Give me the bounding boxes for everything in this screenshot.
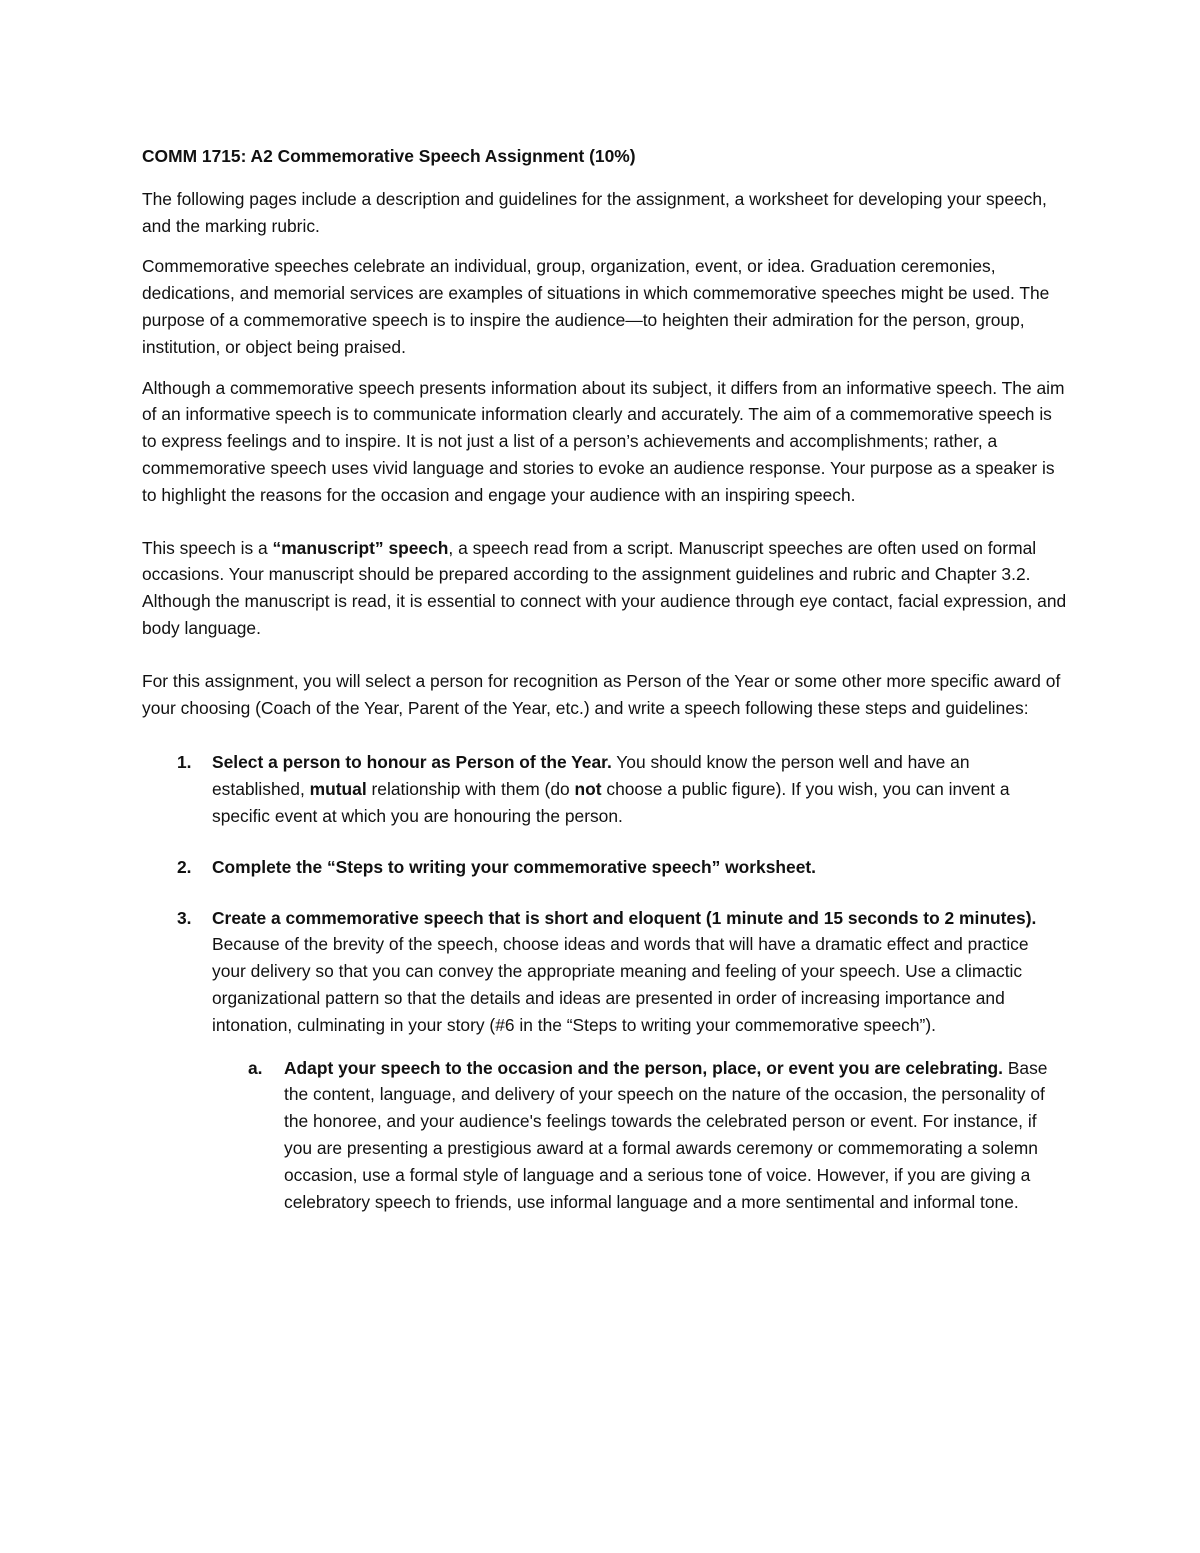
step-number: 1. (177, 752, 192, 773)
steps-list (142, 749, 1067, 1215)
step-text: Because of the brevity of the speech, choose ideas and words that will have a dramatic effect and practice your delivery so that you can convey the appropriate meaning and feeling of your speech. Use a climactic organizational pattern so that the details and ideas are presented in order of increasing importance and intonation, culminating in your story (#6 in the “Steps to writing your commemorative speech”). (212, 934, 1029, 1035)
assignment-paragraph: For this assignment, you will select a person for recognition as Person of the Year or some other more specific award of your choosing (Coach of the Year, Parent of the Year, etc.) and write a speech following these steps and guidelines: (142, 670, 1061, 718)
manuscript-lead: This speech is a (142, 537, 273, 558)
substep-letter: a. (248, 1057, 263, 1078)
step-emphasis: not (574, 779, 602, 800)
manuscript-rest: , a speech read from a script. Manuscript speeches are often used on formal occasions. Your manuscript should be prepared according to the assignment guidelines and rubric and Chapter 3.2. Although the manuscript is read, it is essential to connect with your audience through eye contact, facial expression, and body language. (142, 537, 1067, 638)
step-item (142, 905, 1067, 1216)
substep-item (212, 1055, 1067, 1216)
substep-heading: Adapt your speech to the occasion and the person, place, or event you are celebrating. (284, 1057, 1003, 1078)
step-heading: Select a person to honour as Person of the Year. (212, 752, 612, 773)
step-heading: Complete the “Steps to writing your commemorative speech” worksheet. (212, 856, 816, 877)
manuscript-paragraph (142, 535, 1067, 642)
document-body (142, 143, 1067, 1239)
step-item (142, 749, 1067, 829)
step-number: 3. (177, 907, 192, 928)
step-text: relationship with them (do (366, 779, 575, 800)
step-number: 2. (177, 856, 192, 877)
comparison-paragraph: Although a commemorative speech presents information about its subject, it differs from an informative speech. The aim of an informative speech is to communicate information clearly and accurately. The aim of a commemorative speech is to express feelings and to inspire. It is not just a list of a person’s achievements and accomplishments; rather, a commemorative speech uses vivid language and stories to evoke an audience response. Your purpose as a speaker is to highlight the reasons for the occasion and engage your audience with an inspiring speech. (142, 377, 1065, 505)
step-emphasis: mutual (309, 779, 367, 800)
substeps-list (212, 1055, 1067, 1216)
intro-paragraph: The following pages include a description and guidelines for the assignment, a worksheet for developing your speech, and the marking rubric. (142, 188, 1047, 236)
step-heading: Create a commemorative speech that is short and eloquent (1 minute and 15 seconds to 2 minutes). (212, 907, 1037, 928)
step-item (142, 854, 1067, 881)
manuscript-term: “manuscript” speech (272, 537, 449, 558)
step-text: choose a public figure). If you wish, you can invent a specific event at which you are honouring the person. (212, 779, 1010, 826)
document-title: COMM 1715: A2 Commemorative Speech Assignment (10%) (142, 146, 636, 166)
definition-paragraph: Commemorative speeches celebrate an individual, group, organization, event, or idea. Graduation ceremonies, dedications, and memorial services are examples of situations in which commemorative speeches might be used. The purpose of a commemorative speech is to inspire the audience—to heighten their admiration for the person, group, institution, or object being praised. (142, 256, 1050, 357)
substep-text: Base the content, language, and delivery of your speech on the nature of the occasion, the personality of the honoree, and your audience's feelings towards the celebrated person or event. For instance, if you are presenting a prestigious award at a formal awards ceremony or commemorating a solemn occasion, use a formal style of language and a serious tone of voice. However, if you are giving a celebratory speech to friends, use informal language and a more sentimental and informal tone. (284, 1057, 1048, 1212)
step-text: You should know the person well and have an established, (212, 752, 970, 800)
